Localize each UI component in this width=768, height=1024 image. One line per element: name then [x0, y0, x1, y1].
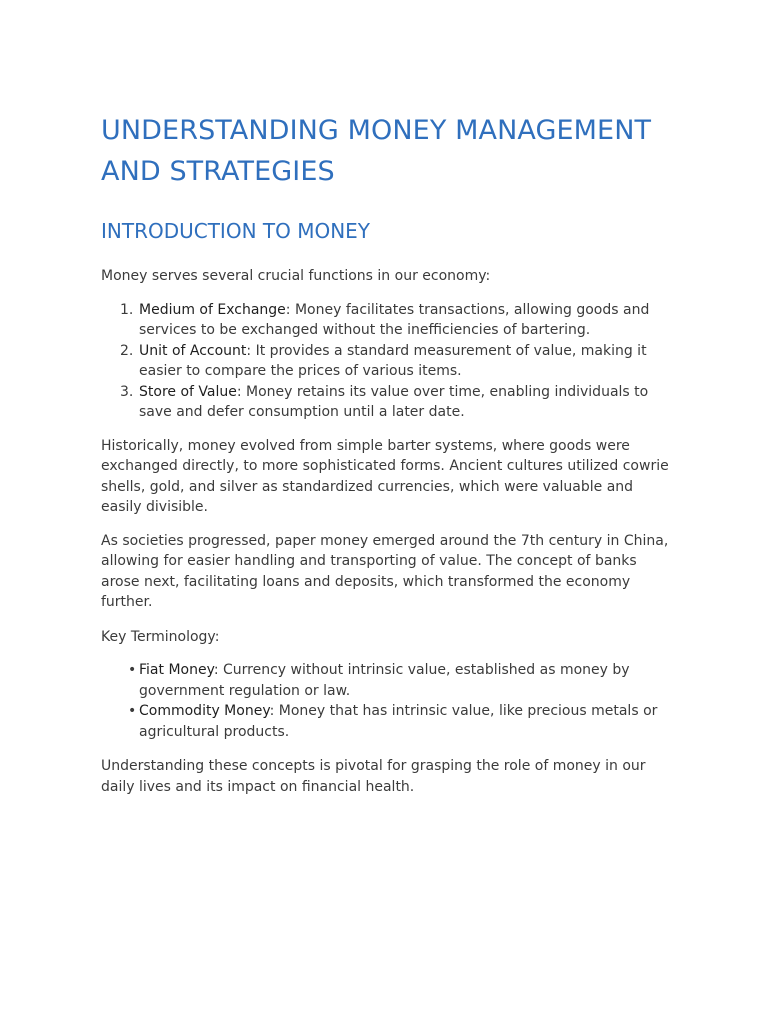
term-description: : It provides a standard measurement of value, making it easier to compare the prices of various items.	[139, 342, 647, 379]
key-terminology-label: Key Terminology:	[101, 628, 220, 645]
list-item	[101, 300, 671, 341]
progress-paragraph: As societies progressed, paper money emerged around the 7th century in China, allowing for easier handling and transporting of value. The concept of banks arose next, facilitating loans and deposits, which transformed the economy further.	[101, 532, 669, 610]
term-description: : Money retains its value over time, enabling individuals to save and defer consumption until a later date.	[139, 383, 649, 420]
term-description: : Currency without intrinsic value, established as money by government regulation or law.	[139, 662, 630, 699]
term-description: : Money that has intrinsic value, like precious metals or agricultural products.	[139, 703, 658, 740]
list-item	[101, 701, 671, 742]
list-number: 2.	[120, 342, 134, 359]
bullet-icon: •	[128, 703, 137, 719]
section-title: INTRODUCTION TO MONEY	[101, 219, 371, 243]
list-number: 3.	[120, 383, 134, 400]
term-label: Medium of Exchange	[139, 301, 286, 318]
term-label: Store of Value	[139, 383, 237, 400]
bullet-icon: •	[128, 662, 137, 678]
functions-list	[101, 300, 671, 423]
intro-paragraph: Money serves several crucial functions in our economy:	[101, 268, 491, 284]
history-paragraph: Historically, money evolved from simple barter systems, where goods were exchanged directly, to more sophisticated forms. Ancient cultures utilized cowrie shells, gold, and silver as standardized currencies, which were valuable and easily divisible.	[101, 437, 669, 515]
document-page	[101, 110, 671, 797]
terminology-list	[101, 660, 671, 742]
list-number: 1.	[120, 301, 134, 318]
term-description: : Money facilitates transactions, allowing goods and services to be exchanged without the inefficiencies of bartering.	[139, 301, 650, 338]
list-item	[101, 341, 671, 382]
term-label: Fiat Money	[139, 662, 214, 678]
closing-paragraph: Understanding these concepts is pivotal for grasping the role of money in our daily lives and its impact on financial health.	[101, 758, 646, 795]
list-item	[101, 660, 671, 701]
document-title: UNDERSTANDING MONEY MANAGEMENT AND STRATEGIES	[101, 115, 652, 187]
term-label: Unit of Account	[139, 342, 247, 359]
list-item	[101, 382, 671, 423]
term-label: Commodity Money	[139, 703, 270, 719]
